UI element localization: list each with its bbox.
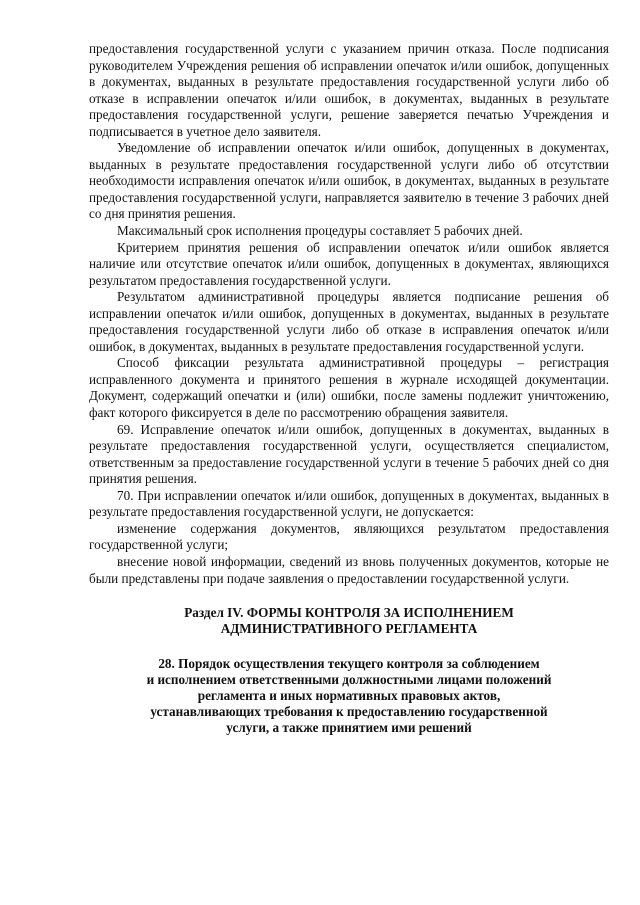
subsection-heading-line-1: 28. Порядок осуществления текущего контроля за соблюдением xyxy=(158,656,540,672)
paragraph-item-70-change: изменение содержания документов, являющихся результатом предоставления государственной услуги; xyxy=(89,520,609,553)
paragraph-notification: Уведомление об исправлении опечаток и/или ошибок, допущенных в документах, выданных в результате предоставления государственной услуги либо об отсутствии необходимости исправления опечаток и/или ошибок, в документах, выданных в результате предоставления государственной услуги, направляется заявителю в течение 3 рабочих дней со дня принятия решения. xyxy=(89,140,609,222)
paragraph-decision-signing: предоставления государственной услуги с указанием причин отказа. После подписания руководителем Учреждения решения об исправлении опечаток и/или ошибок, допущенных в документах, выданных в результате предоставления государственной услуги либо об отказе в исправлении опечаток и/или ошибок, в документах, выданных в результате предоставления государственной услуги, решение заверяется печатью Учреждения и подписывается в учетное дело заявителя. xyxy=(89,41,609,139)
subsection-heading-line-3: регламента и иных нормативных правовых актов, xyxy=(197,688,501,704)
subsection-heading-line-4: устанавливающих требования к предоставлению государственной xyxy=(150,704,548,720)
section-heading-line-2: АДМИНИСТРАТИВНОГО РЕГЛАМЕНТА xyxy=(220,621,478,637)
paragraph-item-70: 70. При исправлении опечаток и/или ошибок, допущенных в документах, выданных в результате предоставления государственной услуги, не допускается: xyxy=(89,487,609,520)
subsection-heading-line-5: услуги, а также принятием ими решений xyxy=(226,720,472,736)
paragraph-max-term: Максимальный срок исполнения процедуры составляет 5 рабочих дней. xyxy=(117,223,523,239)
subsection-heading xyxy=(89,656,609,736)
section-heading xyxy=(89,605,609,637)
section-heading-line-1: Раздел IV. ФОРМЫ КОНТРОЛЯ ЗА ИСПОЛНЕНИЕМ xyxy=(184,605,514,621)
subsection-heading-line-2: и исполнением ответственными должностными лицами положений xyxy=(146,672,552,688)
paragraph-item-70-new-info: внесение новой информации, сведений из вновь полученных документов, которые не были представлены при подаче заявления о предоставлении государственной услуги. xyxy=(89,553,609,586)
paragraph-item-69: 69. Исправление опечаток и/или ошибок, допущенных в документах, выданных в результате предоставления государственной услуги, осуществляется специалистом, ответственным за предоставление государственной услуги в течение 5 рабочих дней со дня принятия решения. xyxy=(89,421,609,487)
paragraph-criterion: Критерием принятия решения об исправлении опечаток и/или ошибок является наличие или отсутствие опечаток и/или ошибок, допущенных в документах, являющихся результатом предоставления государственной услуги. xyxy=(89,239,609,288)
paragraph-result: Результатом административной процедуры является подписание решения об исправлении опечаток и/или ошибок, допущенных в документах, выданных в результате предоставления государственной услуги либо об отказе в исправления опечаток и/или ошибок, в документах, выданных в результате предоставления государственной услуги. xyxy=(89,289,609,354)
paragraph-fixation-method: Способ фиксации результата административной процедуры – регистрация исправленного документа и принятого решения в журнале исходящей документации. Документ, содержащий опечатки и (или) ошибки, после замены подлежит уничтожению, факт которого фиксируется в деле по рассмотрению обращения заявителя. xyxy=(89,355,609,421)
